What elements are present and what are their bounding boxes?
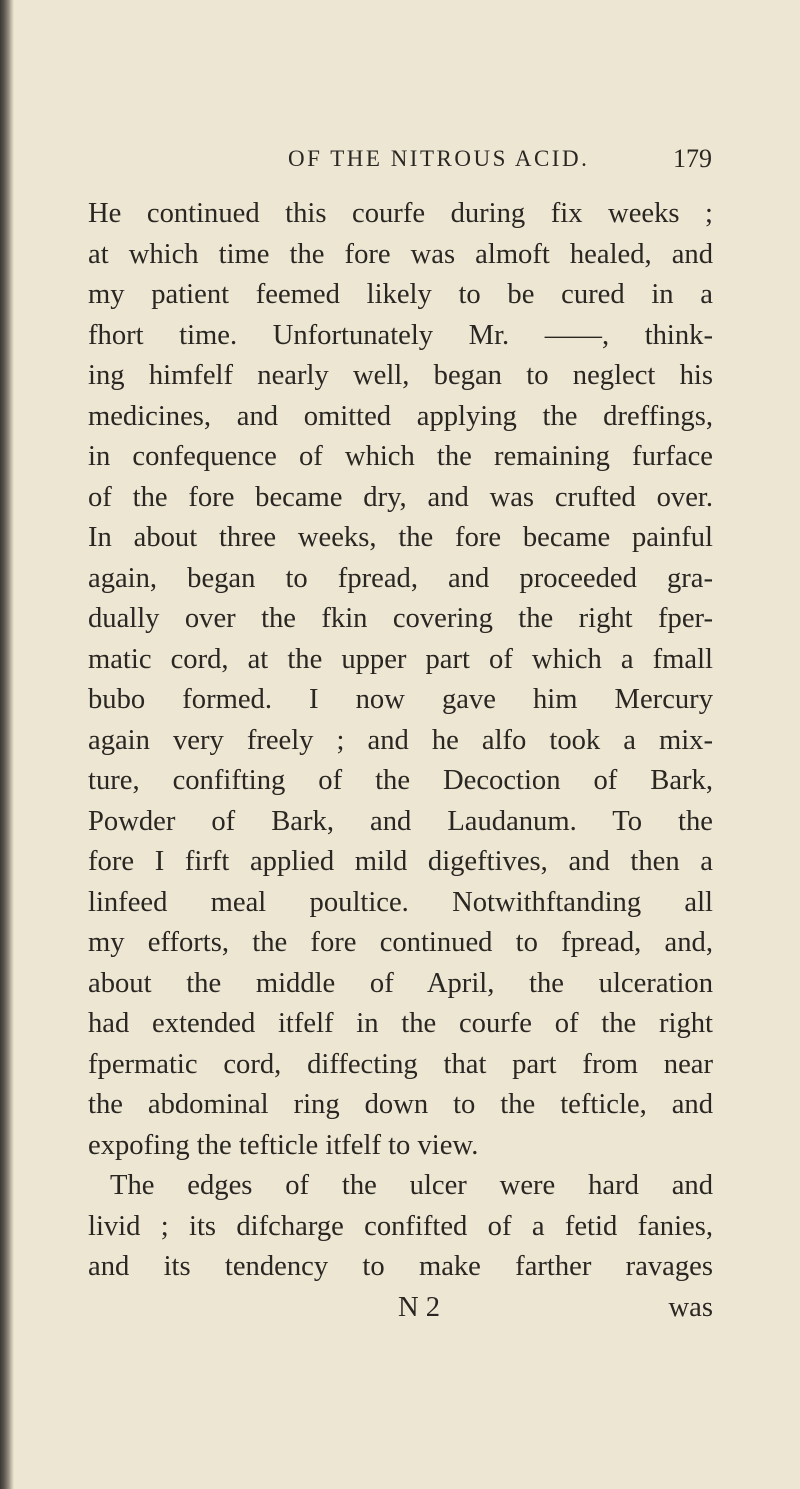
text-line: bubo formed. I now gave him Mercury: [88, 684, 713, 715]
text-line: ture, confifting of the Decoction of Bark,: [88, 765, 713, 796]
text-line: He continued this courfe during fix weeks ;: [88, 198, 713, 229]
text-line: livid ; its difcharge confifted of a fetid fanies,: [88, 1210, 713, 1242]
body-text: [88, 194, 713, 1288]
text-line: at which time the fore was almoft healed, and: [88, 238, 713, 270]
text-line: ing himfelf nearly well, began to neglect his: [88, 360, 713, 391]
text-line: matic cord, at the upper part of which a fmall: [88, 643, 713, 675]
text-line: again, began to fpread, and proceeded gra-: [88, 562, 713, 594]
text-line: expofing the tefticle itfelf to view.: [88, 1129, 479, 1161]
signature-mark: N 2: [398, 1292, 441, 1323]
running-head: [0, 146, 800, 186]
page-number: 179: [673, 144, 712, 173]
text-line: fore I firft applied mild digeftives, and then a: [88, 846, 713, 877]
text-line: Powder of Bark, and Laudanum. To the: [88, 805, 713, 837]
text-line: In about three weeks, the fore became painful: [88, 522, 713, 553]
text-line: medicines, and omitted applying the dreffings,: [88, 400, 713, 432]
running-title: OF THE NITROUS ACID.: [288, 146, 590, 171]
text-line: had extended itfelf in the courfe of the right: [88, 1008, 713, 1039]
page-footer: [88, 1288, 713, 1328]
text-line: fpermatic cord, diffecting that part from near: [88, 1048, 713, 1080]
text-line: my efforts, the fore continued to fpread, and,: [88, 927, 713, 958]
text-line: of the fore became dry, and was crufted over.: [88, 481, 713, 513]
text-line: my patient feemed likely to be cured in a: [88, 279, 713, 310]
text-line: dually over the fkin covering the right fper-: [88, 603, 713, 634]
text-line: again very freely ; and he alfo took a mix-: [88, 724, 713, 756]
text-line: fhort time. Unfortunately Mr. ——, think-: [88, 319, 713, 351]
text-line: linfeed meal poultice. Notwithftanding all: [88, 886, 713, 918]
text-line: and its tendency to make farther ravages: [88, 1251, 713, 1282]
text-line: the abdominal ring down to the tefticle, and: [88, 1089, 713, 1120]
text-line: about the middle of April, the ulceration: [88, 967, 713, 999]
text-line: in confequence of which the remaining furface: [88, 441, 713, 472]
text-line-paragraph-start: The edges of the ulcer were hard and: [110, 1170, 713, 1201]
catchword: was: [668, 1292, 713, 1323]
